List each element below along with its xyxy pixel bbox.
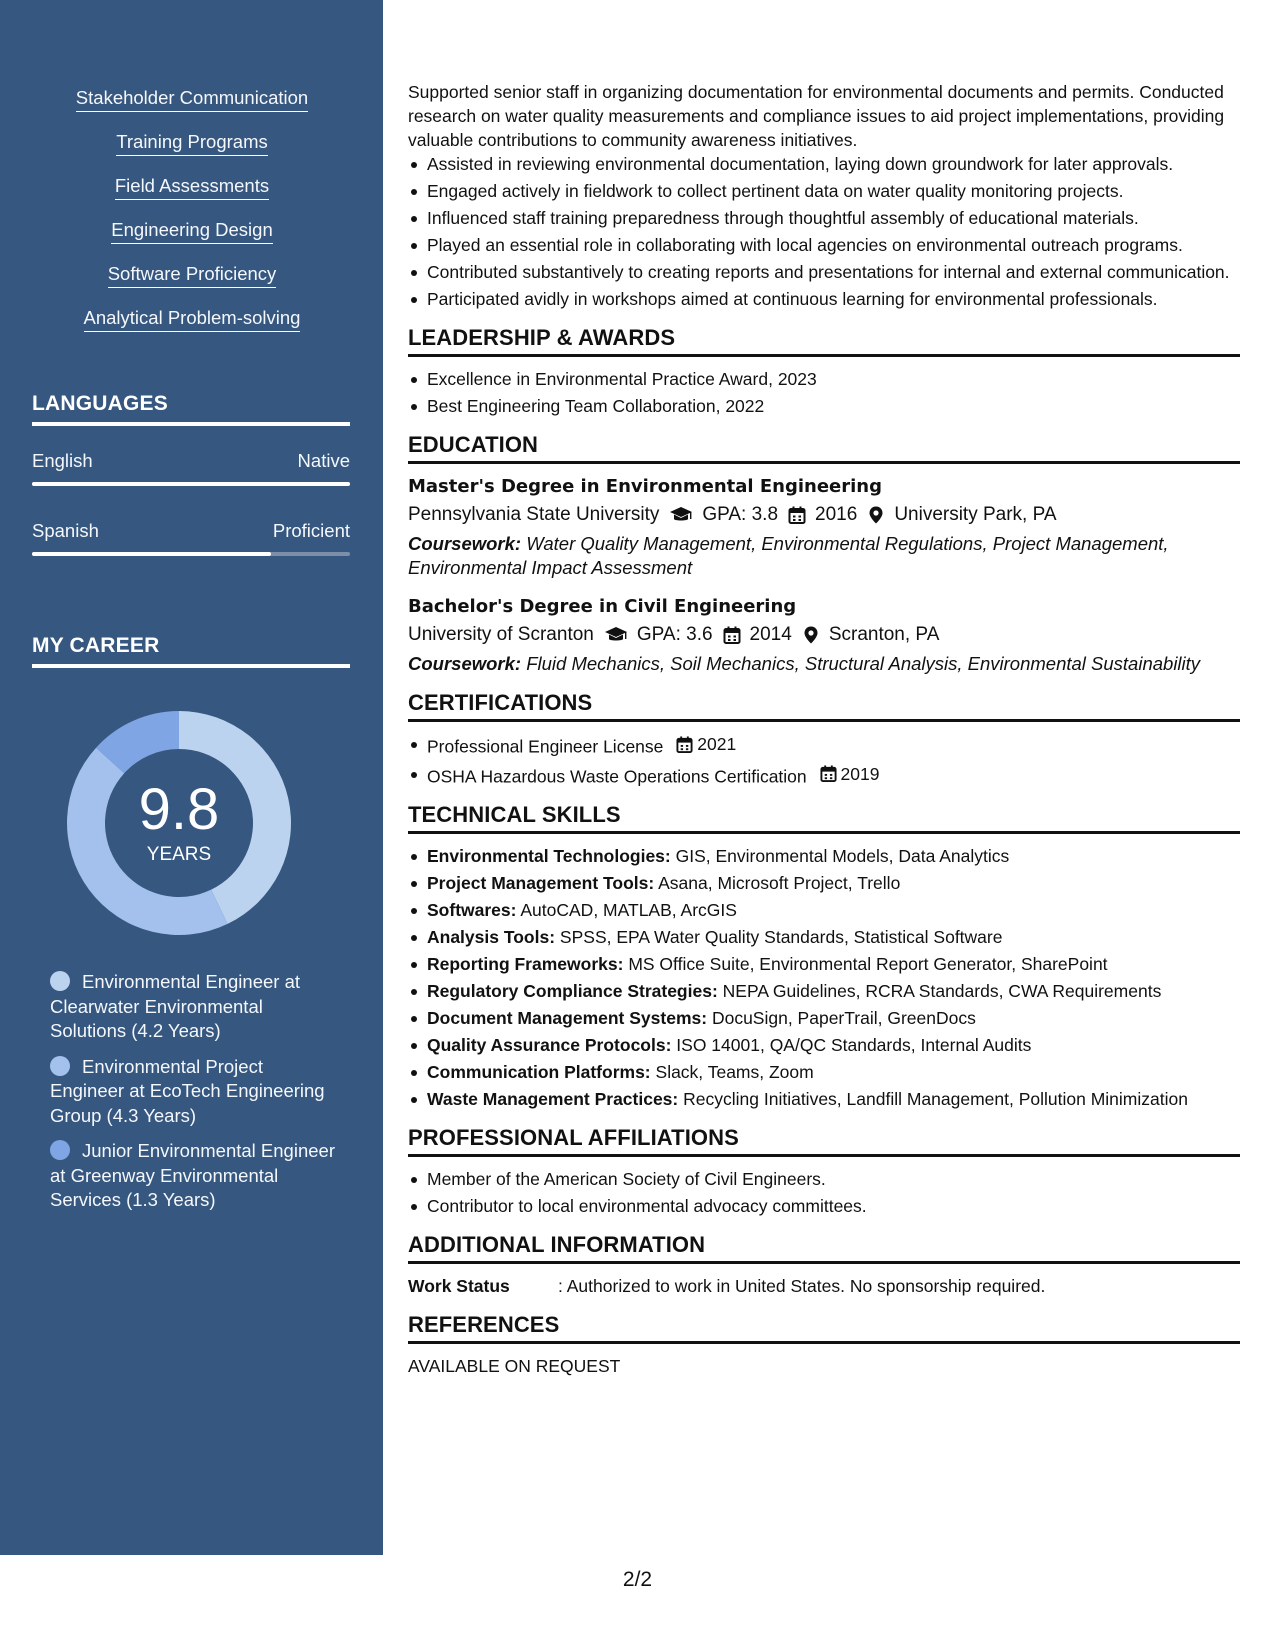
list-item: Played an essential role in collaborating with local agencies on environmental outreach programs. xyxy=(408,233,1240,257)
list-item xyxy=(408,732,1240,759)
language-bar-fill xyxy=(32,552,271,556)
skill-values: DocuSign, PaperTrail, GreenDocs xyxy=(711,1008,976,1028)
section-title-leadership: LEADERSHIP & AWARDS xyxy=(408,325,1240,357)
skill-item: Field Assessments xyxy=(115,174,269,200)
certification-year: 2021 xyxy=(697,734,737,754)
list-item: Contributor to local environmental advocacy committees. xyxy=(408,1194,1240,1218)
gpa: GPA: 3.8 xyxy=(702,504,779,525)
section-title-certifications: CERTIFICATIONS xyxy=(408,690,1240,722)
skill-item: Stakeholder Communication xyxy=(76,86,308,112)
career-list xyxy=(50,970,335,1224)
language-row-spanish xyxy=(32,520,350,542)
experience-bullets xyxy=(408,152,1240,311)
career-total xyxy=(67,711,291,935)
school-name: University of Scranton xyxy=(408,624,594,645)
career-total-unit: YEARS xyxy=(146,844,212,865)
list-item: Assisted in reviewing environmental documentation, laying down groundwork for later approvals. xyxy=(408,152,1240,176)
graduation-cap-icon xyxy=(604,626,628,644)
skill-values: NEPA Guidelines, RCRA Standards, CWA Requirements xyxy=(722,981,1162,1001)
education-entry xyxy=(408,474,1240,580)
experience-intro: Supported senior staff in organizing documentation for environmental documents and permits. Conducted research on water quality measurements and compliance issues to aid project implementations, providing valuable contributions to community awareness initiatives. xyxy=(408,82,1225,150)
skills-list xyxy=(32,86,352,350)
school-location: Scranton, PA xyxy=(828,624,940,645)
list-item: Best Engineering Team Collaboration, 2022 xyxy=(408,394,1240,418)
list-item xyxy=(408,1087,1240,1111)
skill-category: Quality Assurance Protocols: xyxy=(427,1035,672,1055)
skill-category: Regulatory Compliance Strategies: xyxy=(427,981,718,1001)
coursework xyxy=(408,652,1240,676)
skill-category: Reporting Frameworks: xyxy=(427,954,624,974)
section-title-technical-skills: TECHNICAL SKILLS xyxy=(408,802,1240,834)
degree-meta xyxy=(408,500,1240,530)
work-status-value: : Authorized to work in United States. No sponsorship required. xyxy=(558,1276,1046,1296)
skill-values: Asana, Microsoft Project, Trello xyxy=(658,873,901,893)
list-item: Engaged actively in fieldwork to collect pertinent data on water quality monitoring projects. xyxy=(408,179,1240,203)
coursework-text: Fluid Mechanics, Soil Mechanics, Structural Analysis, Environmental Sustainability xyxy=(526,653,1201,674)
location-pin-icon xyxy=(867,506,885,524)
school-location: University Park, PA xyxy=(894,504,1057,525)
references-text: AVAILABLE ON REQUEST xyxy=(408,1356,621,1376)
skill-item: Training Programs xyxy=(116,130,267,156)
certification-year: 2019 xyxy=(840,763,880,784)
career-item xyxy=(50,970,335,1044)
career-total-value: 9.8 xyxy=(138,777,220,842)
list-item xyxy=(408,979,1240,1003)
language-row-english xyxy=(32,450,350,472)
list-item: Member of the American Society of Civil Engineers. xyxy=(408,1167,1240,1191)
main-content xyxy=(408,80,1240,1378)
list-item: Participated avidly in workshops aimed at continuous learning for environmental professionals. xyxy=(408,287,1240,311)
gpa: GPA: 3.6 xyxy=(636,624,713,645)
list-item: Contributed substantively to creating reports and presentations for internal and external communication. xyxy=(408,260,1240,284)
list-item xyxy=(408,871,1240,895)
sidebar xyxy=(0,0,383,1555)
list-item xyxy=(408,1060,1240,1084)
career-label: Environmental Project Engineer at EcoTech Engineering Group (4.3 Years) xyxy=(50,1055,325,1126)
affiliations-list xyxy=(408,1167,1240,1218)
degree-title: Master's Degree in Environmental Engineering xyxy=(408,476,882,497)
work-status-label: Work Status xyxy=(408,1276,510,1296)
skill-values: Recycling Initiatives, Landfill Management, Pollution Minimization xyxy=(683,1089,1188,1109)
skill-category: Document Management Systems: xyxy=(427,1008,708,1028)
graduation-year: 2016 xyxy=(815,504,858,525)
skill-values: AutoCAD, MATLAB, ArcGIS xyxy=(520,900,737,920)
work-status-row xyxy=(408,1274,1240,1298)
language-bar-spanish xyxy=(32,552,350,556)
list-item xyxy=(408,762,1240,789)
list-item xyxy=(408,1033,1240,1057)
list-item xyxy=(408,898,1240,922)
language-level: Proficient xyxy=(272,520,350,541)
languages-heading: LANGUAGES xyxy=(32,392,350,426)
calendar-icon xyxy=(723,626,741,644)
leadership-list xyxy=(408,367,1240,418)
skill-values: ISO 14001, QA/QC Standards, Internal Audits xyxy=(676,1035,1032,1055)
skill-category: Analysis Tools: xyxy=(427,927,556,947)
skill-item: Software Proficiency xyxy=(108,262,277,288)
career-dot-icon xyxy=(50,1056,70,1076)
language-bar-fill xyxy=(32,482,350,486)
section-title-education: EDUCATION xyxy=(408,432,1240,464)
language-name: English xyxy=(32,450,93,471)
skill-item: Analytical Problem-solving xyxy=(84,306,301,332)
technical-skills-list xyxy=(408,844,1240,1111)
skill-values: SPSS, EPA Water Quality Standards, Statistical Software xyxy=(559,927,1003,947)
skill-category: Softwares: xyxy=(427,900,517,920)
language-bar-english xyxy=(32,482,350,486)
skill-category: Waste Management Practices: xyxy=(427,1089,679,1109)
section-title-affiliations: PROFESSIONAL AFFILIATIONS xyxy=(408,1125,1240,1157)
skill-values: Slack, Teams, Zoom xyxy=(655,1062,814,1082)
career-item xyxy=(50,1055,335,1129)
education-entry xyxy=(408,594,1240,676)
graduation-year: 2014 xyxy=(749,624,792,645)
calendar-icon xyxy=(676,736,693,753)
skill-category: Project Management Tools: xyxy=(427,873,655,893)
language-level: Native xyxy=(297,450,350,471)
calendar-icon xyxy=(820,765,837,782)
career-dot-icon xyxy=(50,971,70,991)
list-item xyxy=(408,1006,1240,1030)
location-pin-icon xyxy=(802,626,820,644)
certifications-list xyxy=(408,732,1240,788)
certification-name: OSHA Hazardous Waste Operations Certification xyxy=(427,766,807,786)
coursework-label: Coursework: xyxy=(408,533,522,554)
skill-category: Environmental Technologies: xyxy=(427,846,671,866)
list-item xyxy=(408,952,1240,976)
coursework xyxy=(408,532,1240,580)
career-label: Junior Environmental Engineer at Greenway Environmental Services (1.3 Years) xyxy=(50,1140,335,1210)
degree-meta xyxy=(408,620,1240,650)
career-heading: MY CAREER xyxy=(32,634,350,668)
section-title-references: REFERENCES xyxy=(408,1312,1240,1344)
certification-name: Professional Engineer License xyxy=(427,736,664,757)
coursework-label: Coursework: xyxy=(408,653,522,674)
graduation-cap-icon xyxy=(669,506,693,524)
degree-title: Bachelor's Degree in Civil Engineering xyxy=(408,596,797,617)
skill-values: MS Office Suite, Environmental Report Generator, SharePoint xyxy=(628,954,1108,974)
skill-category: Communication Platforms: xyxy=(427,1062,651,1082)
list-item xyxy=(408,844,1240,868)
list-item: Excellence in Environmental Practice Award, 2023 xyxy=(408,367,1240,391)
career-dot-icon xyxy=(50,1140,70,1160)
page-number: 2/2 xyxy=(622,1568,653,1591)
coursework-text: Water Quality Management, Environmental Regulations, Project Management, Environmental Impact Assessment xyxy=(408,533,1169,578)
list-item: Influenced staff training preparedness through thoughtful assembly of educational materials. xyxy=(408,206,1240,230)
career-label: Environmental Engineer at Clearwater Environmental Solutions (4.2 Years) xyxy=(50,971,301,1041)
section-title-additional-info: ADDITIONAL INFORMATION xyxy=(408,1232,1240,1264)
career-item xyxy=(50,1139,335,1213)
calendar-icon xyxy=(788,506,806,524)
skill-values: GIS, Environmental Models, Data Analytics xyxy=(675,846,1010,866)
list-item xyxy=(408,925,1240,949)
school-name: Pennsylvania State University xyxy=(408,504,660,525)
skill-item: Engineering Design xyxy=(111,218,272,244)
language-name: Spanish xyxy=(32,520,99,541)
